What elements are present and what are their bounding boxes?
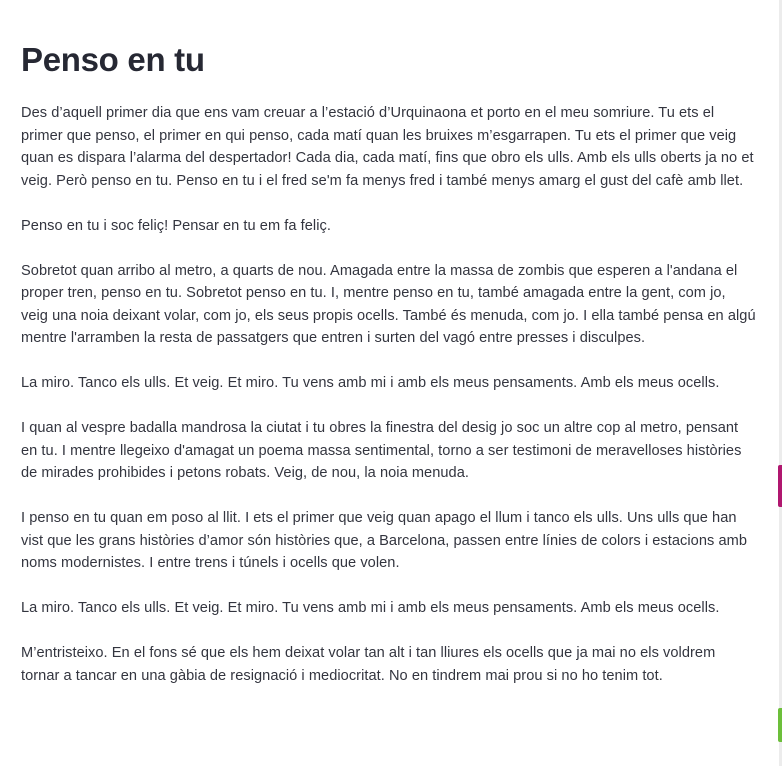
paragraph: Sobretot quan arribo al metro, a quarts de nou. Amagada entre la massa de zombis que esperen a l'andana el proper tren, penso en tu. Sobretot penso en tu. I, mentre penso en tu, també amagada entre la gent, com jo, veig una noia deixant volar, com jo, els seus propis ocells. També és menuda, com jo. I ella també pensa en algú mentre l'arramben la resta de passatgers que entren i surten del vagó entre presses i disculpes.	[21, 262, 756, 346]
page-title: Penso en tu	[21, 41, 205, 78]
paragraph: I penso en tu quan em poso al llit. I ets el primer que veig quan apago el llum i tanco els ulls. Uns ulls que han vist que les grans històries d’amor són històries que, a Barcelona, passen entre línies de colors i estacions amb noms modernistes. I entre trens i túnels i ocells que volen.	[21, 510, 747, 571]
paragraph: I quan al vespre badalla mandrosa la ciutat i tu obres la finestra del desig jo soc un altre cop al metro, pensant en tu. I mentre llegeixo d'amagat un poema massa sentimental, torno a ser testimoni de meravelloses històries de mirades prohibides i petons robats. Veig, de nou, la noia menuda.	[21, 420, 742, 481]
article	[21, 36, 756, 710]
side-tab-success[interactable]	[778, 708, 782, 742]
side-tab-accent[interactable]	[778, 465, 782, 507]
paragraph: La miro. Tanco els ulls. Et veig. Et miro. Tu vens amb mi i amb els meus pensaments. Amb els meus ocells.	[21, 375, 720, 391]
article-body	[21, 102, 756, 687]
paragraph: La miro. Tanco els ulls. Et veig. Et miro. Tu vens amb mi i amb els meus pensaments. Amb els meus ocells.	[21, 600, 720, 616]
paragraph: Des d’aquell primer dia que ens vam creuar a l’estació d’Urquinaona et porto en el meu somriure. Tu ets el primer que penso, el primer en qui penso, cada matí quan les bruixes m’esgarrapen. Tu ets el primer que veig quan es dispara l’alarma del despertador! Cada dia, cada matí, fins que obro els ulls. Amb els ulls oberts ja no et veig. Però penso en tu. Penso en tu i el fred se'm fa menys fred i també menys amarg el gust del cafè amb llet.	[21, 105, 754, 189]
paragraph: M’entristeixo. En el fons sé que els hem deixat volar tan alt i tan lliures els ocells que ja mai no els voldrem tornar a tancar en una gàbia de resignació i mediocritat. No en tindrem mai prou si no ho tenim tot.	[21, 645, 716, 684]
paragraph: Penso en tu i soc feliç! Pensar en tu em fa feliç.	[21, 217, 331, 234]
